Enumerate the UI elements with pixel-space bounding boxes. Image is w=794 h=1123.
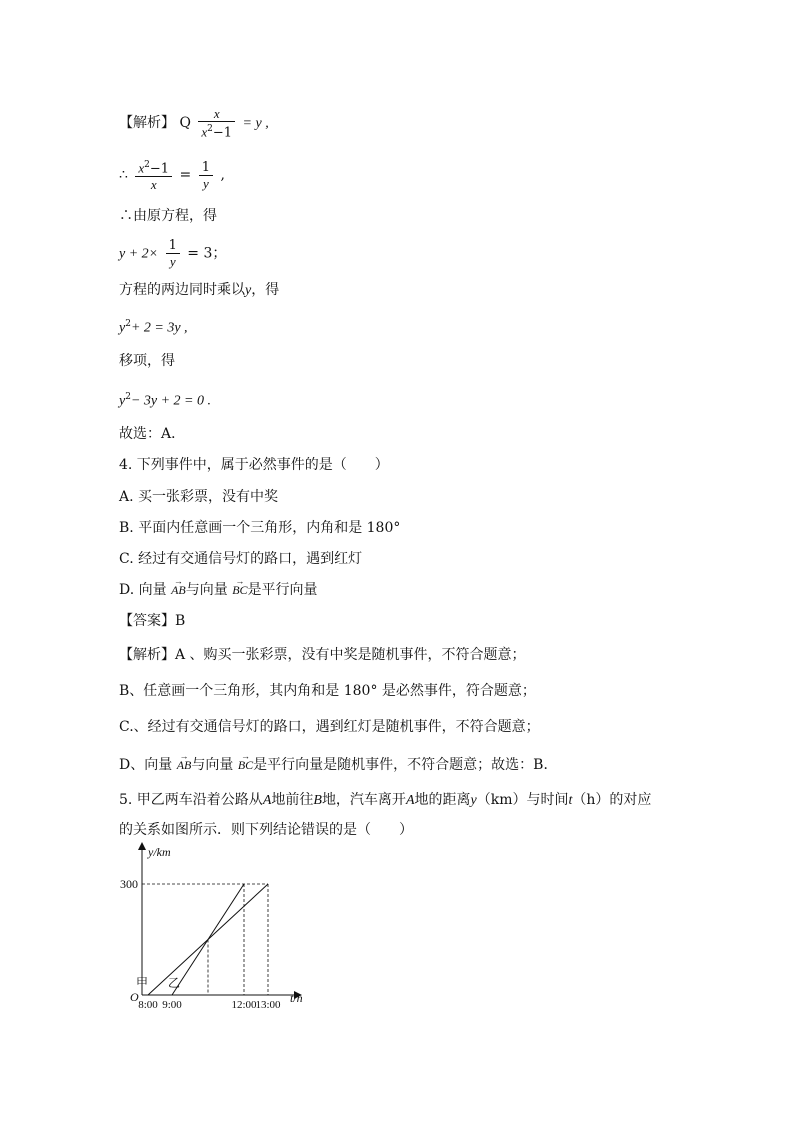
solution-line-4: y + 2× $\frac{1}{y}$ = 3； xyxy=(119,238,227,269)
therefore-symbol: ∴ xyxy=(119,167,128,184)
solution-line-7: 移项，得 xyxy=(119,353,175,369)
question-4-stem: 4. 下列事件中，属于必然事件的是（ ） xyxy=(119,457,389,473)
origin-label: O xyxy=(130,990,139,1004)
vector-ab-2: → AB xyxy=(177,755,192,775)
question-4-option-d: D. 向量 → AB与向量 → BC是平行向量 xyxy=(119,580,318,600)
x-axis-label: t/h xyxy=(290,991,303,1005)
equation-rest: = y , xyxy=(242,116,269,132)
because-symbol: Q xyxy=(179,115,191,132)
question-4-option-a: A. 买一张彩票，没有中奖 xyxy=(119,489,279,505)
distance-time-chart xyxy=(120,838,310,1008)
solution-line-3: ∴由原方程，得 xyxy=(119,208,217,224)
fraction-x-over-x2-1: $\frac{x}{x^2-1}$ xyxy=(198,106,235,140)
question-5-line-2: 的关系如图所示．则下列结论错误的是（ ） xyxy=(119,822,413,838)
question-4-explanation-2: B、任意画一个三角形，其内角和是 180° 是必然事件，符合题意； xyxy=(119,683,536,699)
fraction-1-over-y: $\frac{1}{y}$ xyxy=(199,160,213,191)
solution-line-5: 方程的两边同时乘以y，得 xyxy=(119,282,280,298)
x-tick-label-3: 13:00 xyxy=(255,999,281,1008)
series-label-1: 乙 xyxy=(168,976,181,990)
x-tick-label-0: 8:00 xyxy=(138,999,158,1008)
series-line-1 xyxy=(172,884,244,995)
solution-line-6: $y^2+ 2 = 3y$ , xyxy=(119,319,188,336)
solution-choice: 故选：A． xyxy=(119,426,186,442)
question-4-explanation-1: 【解析】A 、购买一张彩票，没有中奖是随机事件，不符合题意； xyxy=(119,647,526,663)
jiexi-label: 【解析】 xyxy=(119,115,175,132)
question-5-line-1: 5. 甲乙两车沿着公路从A地前往B地，汽车离开A地的距离y（km）与时间t（h）的对应 xyxy=(119,792,652,808)
y-axis-label: y/km xyxy=(148,845,171,859)
y-tick-label-300: 300 xyxy=(120,877,138,891)
solution-line-1 xyxy=(119,106,269,140)
series-label-0: 甲 xyxy=(136,976,149,990)
x-tick-label-2: 12:00 xyxy=(231,999,257,1008)
solution-line-2: ∴ $\frac{x^2-1}{x}$ = $\frac{1}{y}$ , xyxy=(119,159,225,193)
question-4-option-b: B. 平面内任意画一个三角形，内角和是 180° xyxy=(119,520,401,536)
vector-bc: → BC xyxy=(232,580,247,600)
solution-line-8: $y^2- 3y + 2 = 0$ . xyxy=(119,392,212,409)
x-tick-label-1: 9:00 xyxy=(162,999,182,1008)
fraction-1-over-y-2: $\frac{1}{y}$ xyxy=(166,238,180,269)
vector-bc-2: → BC xyxy=(238,755,253,775)
question-4-explanation-3: C.、经过有交通信号灯的路口，遇到红灯是随机事件，不符合题意； xyxy=(119,719,540,735)
question-4-explanation-4: D、向量 → AB与向量 → BC是平行向量是随机事件，不符合题意；故选：B． xyxy=(119,755,557,775)
question-4-answer: 【答案】B xyxy=(119,613,186,629)
question-4-option-c: C. 经过有交通信号灯的路口，遇到红灯 xyxy=(119,551,363,567)
fraction-x2-1-over-x: $\frac{x^2-1}{x}$ xyxy=(135,158,172,192)
vector-ab: → AB xyxy=(171,580,186,600)
